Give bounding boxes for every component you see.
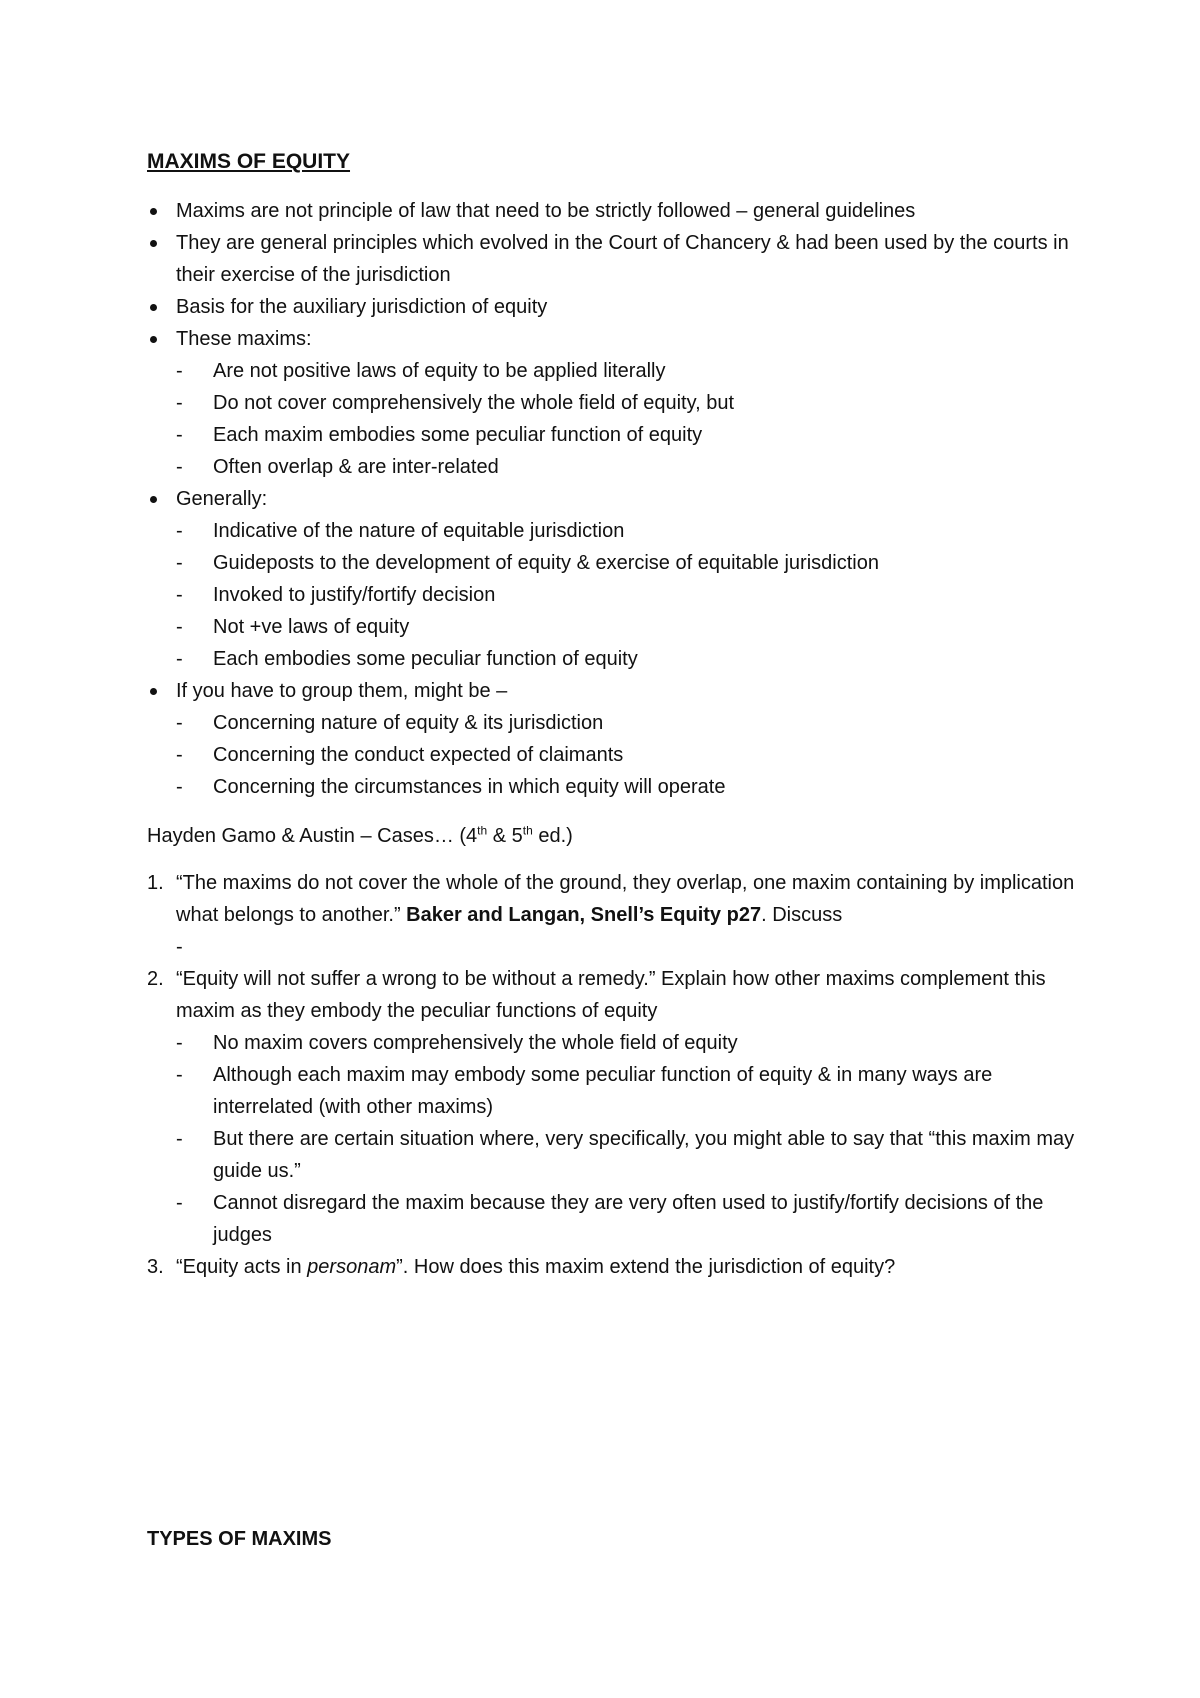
bullet-icon — [150, 240, 157, 247]
dash-icon: - — [176, 424, 183, 446]
bullet-item: Maxims are not principle of law that need to be strictly followed – general guidelines — [147, 195, 1087, 227]
bullet-icon — [150, 688, 157, 695]
bullet-item: They are general principles which evolved in the Court of Chancery & had been used by the courts in their exercise of the jurisdiction — [147, 227, 1087, 291]
dash-icon: - — [176, 456, 183, 478]
dash-item: - Often overlap & are inter-related — [147, 451, 1087, 483]
bullet-item: Basis for the auxiliary jurisdiction of equity — [147, 291, 1087, 323]
dash-icon: - — [176, 584, 183, 606]
question-2: 2. “Equity will not suffer a wrong to be without a remedy.” Explain how other maxims complement this maxim as they embody the peculiar functions of equity — [147, 968, 1046, 1022]
dash-item: - Indicative of the nature of equitable jurisdiction — [147, 515, 1087, 547]
dash-icon: - — [176, 552, 183, 574]
bullet-item: These maxims: — [147, 323, 1087, 355]
dash-item: - Each maxim embodies some peculiar function of equity — [147, 419, 1087, 451]
dash-item: - Not +ve laws of equity — [147, 611, 1087, 643]
dash-icon: - — [176, 360, 183, 382]
dash-item: - Concerning the conduct expected of claimants — [147, 739, 1087, 771]
question-1: 1. “The maxims do not cover the whole of the ground, they overlap, one maxim containing by implication what belongs to another.” Baker and Langan, Snell’s Equity p27. Discuss - — [147, 872, 1075, 958]
page-title: MAXIMS OF EQUITY — [147, 150, 351, 173]
dash-icon: - — [176, 648, 183, 670]
dash-item: - Guideposts to the development of equity & exercise of equitable jurisdiction — [147, 547, 1087, 579]
dash-icon: - — [176, 616, 183, 638]
dash-icon: - — [176, 744, 183, 766]
dash-item: - No maxim covers comprehensively the whole field of equity — [147, 1027, 1087, 1059]
dash-item: - Are not positive laws of equity to be applied literally — [147, 355, 1087, 387]
dash-item: - Concerning nature of equity & its jurisdiction — [147, 707, 1087, 739]
dash-item: - But there are certain situation where, very specifically, you might able to say that “this maxim may guide us.” — [147, 1123, 1087, 1187]
bullet-item: If you have to group them, might be – — [147, 675, 1087, 707]
document-body — [147, 146, 1087, 1283]
question-3: 3. “Equity acts in personam”. How does this maxim extend the jurisdiction of equity? — [147, 1256, 896, 1278]
dash-icon: - — [176, 1128, 183, 1150]
bullet-icon — [150, 304, 157, 311]
dash-item: - Invoked to justify/fortify decision — [147, 579, 1087, 611]
dash-icon: - — [176, 520, 183, 542]
dash-icon: - — [176, 712, 183, 734]
dash-item: - Cannot disregard the maxim because they are very often used to justify/fortify decisions of the judges — [147, 1187, 1087, 1251]
dash-icon: - — [176, 1064, 183, 1086]
section-heading: TYPES OF MAXIMS — [147, 1528, 332, 1550]
dash-icon: - — [176, 392, 183, 414]
reference-line: Hayden Gamo & Austin – Cases… (4th & 5th ed.) — [147, 823, 573, 847]
dash-icon: - — [176, 1192, 183, 1214]
bullet-icon — [150, 208, 157, 215]
dash-icon: - — [176, 1032, 183, 1054]
dash-item: - Concerning the circumstances in which equity will operate — [147, 771, 1087, 803]
bullet-item: Generally: — [147, 483, 1087, 515]
dash-icon: - — [176, 776, 183, 798]
dash-item: - Each embodies some peculiar function of equity — [147, 643, 1087, 675]
dash-item: - Do not cover comprehensively the whole field of equity, but — [147, 387, 1087, 419]
dash-item: - Although each maxim may embody some peculiar function of equity & in many ways are interrelated (with other maxims) — [147, 1059, 1087, 1123]
bullet-icon — [150, 336, 157, 343]
bullet-icon — [150, 496, 157, 503]
